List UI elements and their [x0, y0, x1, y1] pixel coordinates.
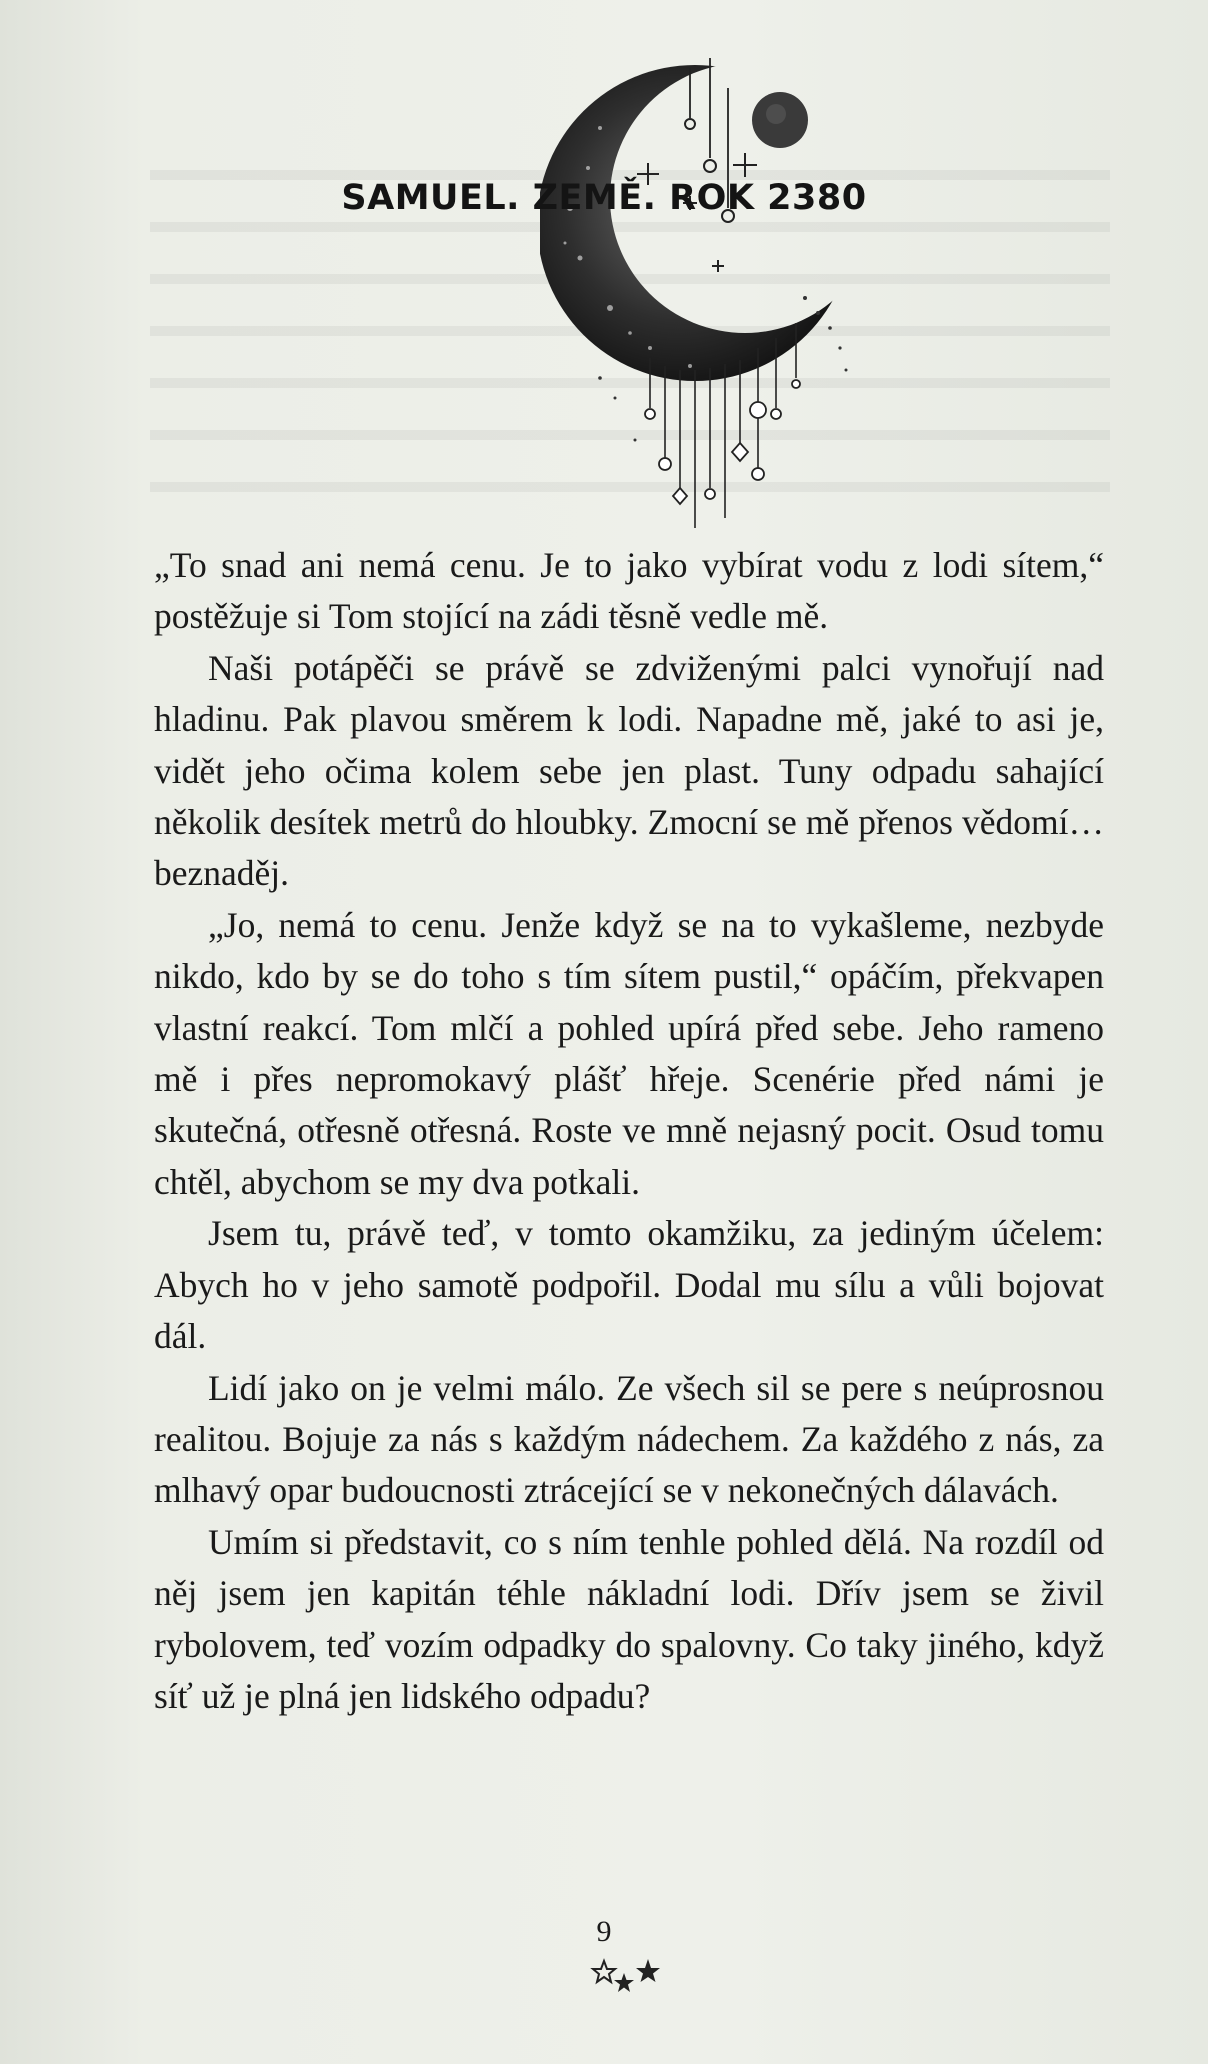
paragraph: Umím si představit, co s ním tenhle pohled dělá. Na rozdíl od něj jsem jen kapitán téhle nákladní lodi. Dřív jsem se živil rybolovem, teď vozím odpadky do spalovny. Co taky jiného, když síť už je plná jen lidského odpadu? — [154, 1521, 1104, 1716]
paragraph: Naši potápěči se právě se zdviženými palci vynořují nad hladinu. Pak plavou směrem k lodi. Napadne mě, jaké to asi je, vidět jeho očima kolem sebe jen plast. Tuny odpadu sahající několik desítek metrů do hloubky. Zmocní se mě přenos vědomí… beznaděj. — [154, 647, 1104, 894]
chapter-title: SAMUEL. ZEMĚ. ROK 2380 — [341, 178, 867, 218]
paragraph: „To snad ani nemá cenu. Je to jako vybírat vodu z lodi sítem,“ postěžuje si Tom stojící na zádi těsně vedle mě. — [154, 545, 1104, 637]
three-stars-icon — [590, 1955, 670, 1999]
paragraph: Lidí jako on je velmi málo. Ze všech sil se pere s neúprosnou realitou. Bojuje za nás s každým nádechem. Za každého z nás, za mlhavý opar budoucnosti ztrácející se v nekonečných dálavách. — [154, 1367, 1104, 1511]
paragraph: Jsem tu, právě teď, v tomto okamžiku, za jediným účelem: Abych ho v jeho samotě podpořil. Dodal mu sílu a vůli bojovat dál. — [154, 1213, 1104, 1357]
page-number: 9 — [596, 1915, 612, 1948]
chapter-body — [154, 540, 1104, 1722]
crescent-moon-ornament-icon — [540, 48, 860, 538]
paragraph: „Jo, nemá to cenu. Jenže když se na to vykašleme, nezbyde nikdo, kdo by se do toho s tím sítem pustil,“ opáčím, překvapen vlastní reakcí. Tom mlčí a pohled upírá před sebe. Jeho rameno mě i přes nepromokavý plášť hřeje. Scenérie před námi je skutečná, otřesně otřesná. Roste ve mně nejasný pocit. Osud tomu chtěl, abychom se my dva potkali. — [154, 904, 1104, 1202]
